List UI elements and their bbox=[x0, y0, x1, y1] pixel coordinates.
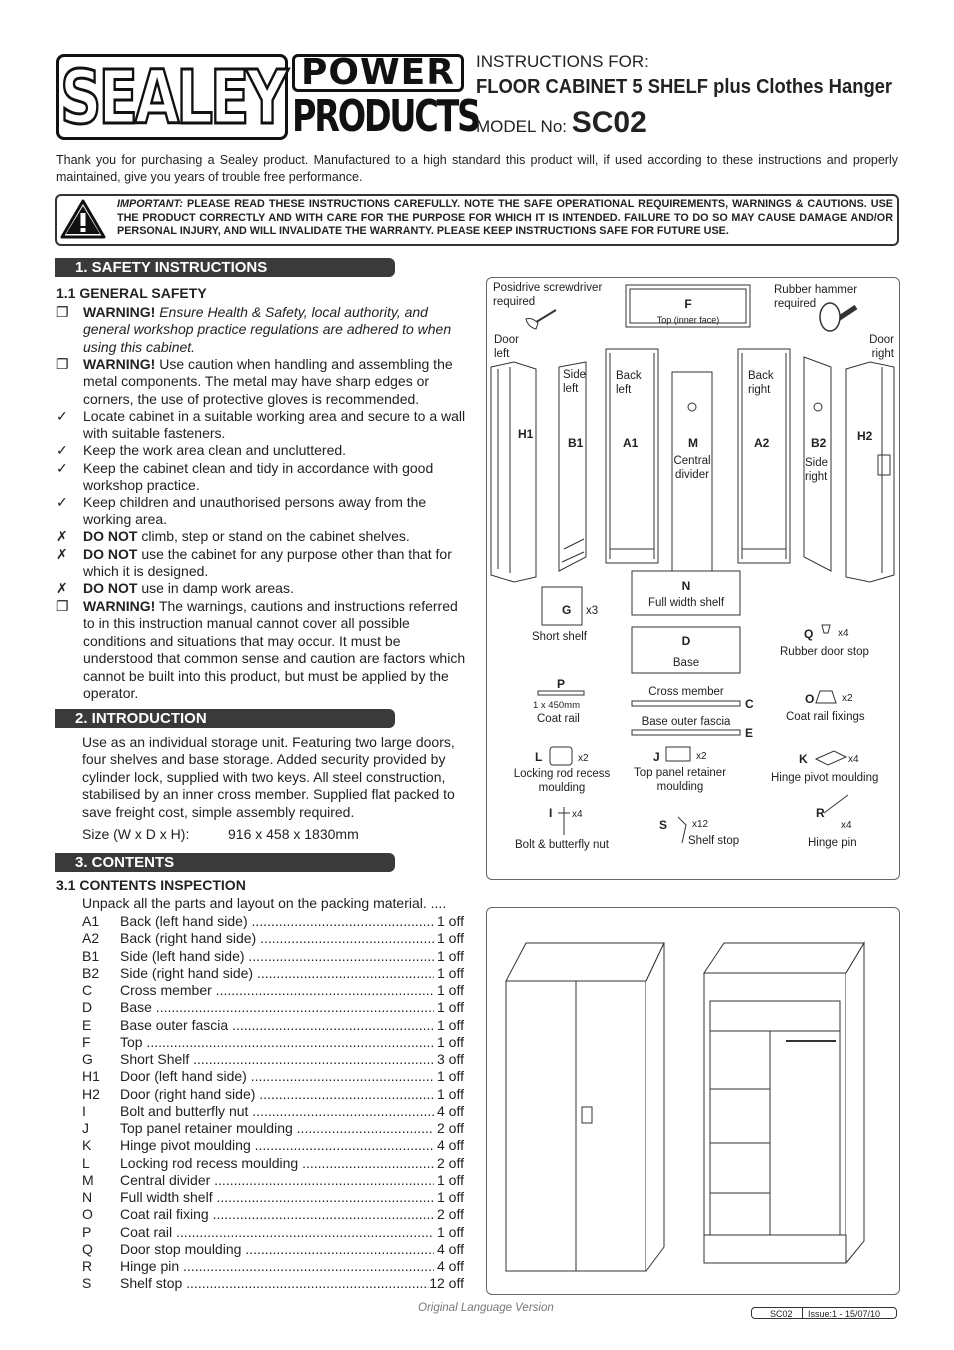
part-name: Full width shelf ..... bbox=[120, 1189, 434, 1206]
part-name: Hinge pivot moulding ..... bbox=[120, 1137, 434, 1154]
safety-item-text bbox=[83, 442, 466, 459]
part-name: Door (left hand side) ..... bbox=[120, 1068, 434, 1085]
part-code: H1 bbox=[82, 1068, 100, 1085]
bullet-mark: ✗ bbox=[56, 580, 68, 596]
section-2-bar: 2. INTRODUCTION bbox=[55, 709, 395, 728]
part-code: E bbox=[82, 1016, 92, 1033]
part-I-label: Bolt & butterfly nut bbox=[515, 839, 609, 851]
part-code: D bbox=[82, 999, 93, 1016]
part-E-code: E bbox=[745, 726, 754, 740]
part-code: A1 bbox=[82, 913, 100, 929]
part-code: J bbox=[82, 1120, 89, 1136]
part-Q-qty: x4 bbox=[838, 628, 849, 639]
part-C-label: Cross member bbox=[648, 686, 724, 698]
part-qty: 4 off bbox=[437, 1240, 464, 1257]
part-E-label: Base outer fascia bbox=[641, 716, 731, 728]
part-R-label: Hinge pin bbox=[808, 837, 857, 849]
contents-row bbox=[82, 999, 464, 1016]
part-P-code: P bbox=[557, 677, 566, 691]
model-line bbox=[476, 106, 647, 140]
part-S-qty: x12 bbox=[692, 819, 709, 830]
part-R-qty: x4 bbox=[841, 820, 852, 831]
section-1-1-heading: 1.1 GENERAL SAFETY bbox=[56, 285, 207, 301]
safety-item bbox=[56, 356, 466, 408]
contents-row bbox=[82, 948, 464, 965]
bullet-mark: ✓ bbox=[56, 442, 68, 458]
part-A1-code: A1 bbox=[623, 436, 639, 450]
part-P-size: 1 x 450mm bbox=[533, 700, 580, 711]
part-code: I bbox=[82, 1102, 86, 1119]
contents-row bbox=[82, 965, 464, 982]
part-F-label: Top (inner face) bbox=[656, 315, 720, 325]
bullet-mark: ✗ bbox=[56, 546, 68, 562]
contents-row bbox=[82, 982, 464, 999]
safety-item-body: Keep children and unauthorised persons away from the working area. bbox=[83, 494, 427, 528]
part-K-code: K bbox=[799, 752, 808, 766]
safety-item-bold: WARNING! bbox=[83, 356, 156, 372]
part-code: B2 bbox=[82, 964, 100, 981]
contents-row bbox=[82, 1034, 464, 1051]
safety-item-body: use in damp work areas. bbox=[137, 580, 294, 596]
part-name: Door stop moulding ..... bbox=[120, 1241, 434, 1258]
part-qty: 1 off bbox=[437, 999, 464, 1016]
product-title: FLOOR CABINET 5 SHELF plus Clothes Hanger bbox=[476, 76, 893, 98]
part-O-code: O bbox=[805, 692, 815, 706]
products-logo-text: PRODUCTS bbox=[292, 91, 479, 142]
part-code: R bbox=[82, 1258, 93, 1274]
part-name: Central divider ..... bbox=[120, 1172, 434, 1189]
important-body: PLEASE READ THESE INSTRUCTIONS CAREFULLY. NOTE THE SAFE OPERATIONAL REQUIREMENTS, WARNINGS & CAUTIONS. USE THE PRODUCT CORRECTLY AND WITH CARE FOR THE PURPOSE FOR WHICH IT IS INTENDED. FAILURE TO DO SO MAY CAUSE DAMAGE AND/OR PERSONAL INJURY, AND WILL INVALIDATE THE WARRANTY. PLEASE KEEP INSTRUCTIONS SAFE FOR FUTURE USE. bbox=[117, 198, 893, 237]
part-code: O bbox=[82, 1206, 93, 1223]
original-language-note: Original Language Version bbox=[418, 1302, 554, 1314]
part-name: Base outer fascia ..... bbox=[120, 1017, 434, 1034]
side-right-label: Side right bbox=[805, 457, 829, 483]
part-L-label: Locking rod recess moulding bbox=[513, 768, 611, 794]
contents-row bbox=[82, 1189, 464, 1206]
sealey-logo-text: SEALEY bbox=[60, 55, 285, 141]
safety-item-text bbox=[83, 356, 466, 408]
section-1-bar: 1. SAFETY INSTRUCTIONS bbox=[55, 258, 395, 277]
contents-row bbox=[82, 1137, 464, 1154]
part-O-label: Coat rail fixings bbox=[786, 711, 865, 723]
part-J-qty: x2 bbox=[696, 751, 707, 762]
part-F-code: F bbox=[684, 297, 692, 311]
safety-item-bold: DO NOT bbox=[83, 546, 138, 562]
part-H1-code: H1 bbox=[518, 427, 534, 441]
safety-item-body: Ensure Health & Safety, local authority, and general workshop practice regulations are adhered to when using this cabinet. bbox=[83, 304, 452, 355]
contents-row bbox=[82, 1241, 464, 1258]
contents-row bbox=[82, 1258, 464, 1275]
contents-row bbox=[82, 1224, 464, 1241]
part-name: Side (right hand side) ..... bbox=[120, 965, 434, 982]
part-qty: 4 off bbox=[437, 1258, 464, 1274]
safety-item-body: Keep the work area clean and uncluttered. bbox=[83, 442, 347, 458]
part-Q-code: Q bbox=[804, 627, 814, 641]
warning-triangle-icon bbox=[60, 198, 106, 240]
part-code: P bbox=[82, 1223, 92, 1240]
part-D-label: Base bbox=[672, 657, 700, 669]
part-code: S bbox=[82, 1275, 92, 1292]
part-K-qty: x4 bbox=[848, 754, 859, 765]
part-A2-code: A2 bbox=[754, 436, 770, 450]
safety-item-text bbox=[83, 460, 466, 495]
safety-item bbox=[56, 304, 466, 356]
part-Q-label: Rubber door stop bbox=[780, 646, 869, 658]
contents-row bbox=[82, 1017, 464, 1034]
bullet-mark: ✗ bbox=[56, 528, 68, 544]
back-right-label: Back right bbox=[748, 370, 774, 396]
safety-item-body: Keep the cabinet clean and tidy in accordance with good workshop practice. bbox=[83, 460, 434, 494]
part-name: Top ..... bbox=[120, 1034, 434, 1051]
bullet-mark: ✓ bbox=[56, 408, 68, 424]
part-qty: 2 off bbox=[437, 1154, 464, 1171]
part-O-qty: x2 bbox=[842, 693, 853, 704]
part-name: Shelf stop ..... bbox=[120, 1275, 434, 1292]
part-code: F bbox=[82, 1033, 91, 1050]
part-code: C bbox=[82, 982, 93, 998]
part-name: Locking rod recess moulding ..... bbox=[120, 1155, 434, 1172]
part-qty: 12 off bbox=[429, 1275, 464, 1292]
safety-item-bold: DO NOT bbox=[83, 528, 138, 544]
safety-item bbox=[56, 580, 466, 597]
part-qty: 1 off bbox=[437, 1016, 464, 1033]
part-H2-code: H2 bbox=[857, 429, 873, 443]
part-D-code: D bbox=[681, 634, 691, 648]
part-N-code: N bbox=[681, 579, 691, 593]
issue-box bbox=[751, 1307, 897, 1319]
part-N-label: Full width shelf bbox=[647, 597, 725, 609]
safety-item-bold: DO NOT bbox=[83, 580, 138, 596]
part-qty: 1 off bbox=[437, 1189, 464, 1205]
safety-item bbox=[56, 598, 466, 702]
part-qty: 1 off bbox=[437, 947, 464, 964]
part-S-label: Shelf stop bbox=[688, 835, 740, 847]
part-S-code: S bbox=[659, 818, 668, 832]
safety-item-body: Use caution when handling and assembling the metal components. The metal may have sharp edges or corners, the use of protective gloves is recommended. bbox=[83, 356, 453, 407]
introduction-text: Use as an individual storage unit. Featuring two large doors, four shelves and base storage. Added security provided by cylinder lock, supplied with two keys. All steel construction, stabilised by an inner cross member. Supplied flat packed to save freight cost, simple assembly required. bbox=[82, 734, 455, 820]
safety-item bbox=[56, 494, 466, 529]
part-code: B1 bbox=[82, 947, 100, 964]
part-name: Base ..... bbox=[120, 999, 434, 1016]
part-B2-code: B2 bbox=[811, 436, 827, 450]
part-qty: 2 off bbox=[437, 1120, 464, 1136]
bullet-mark: ❐ bbox=[56, 304, 69, 320]
safety-item bbox=[56, 442, 466, 459]
central-divider-label: Central divider bbox=[673, 455, 711, 481]
part-qty: 1 off bbox=[437, 913, 464, 929]
contents-row bbox=[82, 1155, 464, 1172]
part-name: Coat rail ..... bbox=[120, 1224, 434, 1241]
contents-row bbox=[82, 1086, 464, 1103]
part-K-label: Hinge pivot moulding bbox=[771, 772, 879, 784]
contents-row bbox=[82, 1120, 464, 1137]
part-G-code: G bbox=[562, 603, 572, 617]
part-qty: 1 off bbox=[437, 1171, 464, 1188]
contents-row bbox=[82, 1206, 464, 1223]
contents-row bbox=[82, 930, 464, 947]
part-qty: 1 off bbox=[437, 1085, 464, 1102]
part-G-qty: x3 bbox=[586, 605, 599, 617]
part-qty: 1 off bbox=[437, 930, 464, 947]
part-name: Back (left hand side) ..... bbox=[120, 913, 434, 930]
door-left-label: Door left bbox=[494, 334, 519, 360]
contents-row bbox=[82, 1172, 464, 1189]
part-qty: 1 off bbox=[437, 982, 464, 998]
part-J-code: J bbox=[653, 750, 660, 764]
safety-item-body: The warnings, cautions and instructions referred to in this instruction manual cannot cover all possible conditions and situations that may occur. It must be understood that common sense and caution are factors which cannot be built into this product, but must be applied by the operator. bbox=[83, 598, 466, 702]
part-code: A2 bbox=[82, 930, 100, 947]
safety-item-text bbox=[83, 528, 466, 545]
important-text bbox=[117, 198, 893, 239]
part-code: G bbox=[82, 1051, 93, 1067]
part-qty: 1 off bbox=[437, 1033, 464, 1050]
side-left-label: Side left bbox=[563, 369, 587, 395]
power-logo-text: POWER bbox=[292, 54, 464, 92]
bullet-mark: ❐ bbox=[56, 598, 69, 614]
bullet-mark: ❐ bbox=[56, 356, 69, 372]
safety-item-text bbox=[83, 304, 466, 356]
footer-model: SC02 bbox=[770, 1309, 793, 1319]
part-code: H2 bbox=[82, 1085, 100, 1102]
intro-text: Thank you for purchasing a Sealey product. Manufactured to a high standard this product will, if used according to these instructions and properly maintained, give you years of trouble free performance. bbox=[56, 153, 898, 184]
part-qty: 4 off bbox=[437, 1137, 464, 1154]
model-label: MODEL No: bbox=[476, 117, 568, 136]
part-code: L bbox=[82, 1154, 90, 1171]
part-qty: 2 off bbox=[437, 1206, 464, 1223]
safety-item-text bbox=[83, 598, 466, 702]
part-code: Q bbox=[82, 1240, 93, 1257]
part-name: Hinge pin ..... bbox=[120, 1258, 434, 1275]
safety-item bbox=[56, 460, 466, 495]
door-right-label: Door right bbox=[869, 334, 894, 360]
part-G-label: Short shelf bbox=[532, 631, 587, 643]
safety-item-text bbox=[83, 408, 466, 443]
part-code: M bbox=[82, 1171, 94, 1188]
contents-row bbox=[82, 913, 464, 930]
part-code: N bbox=[82, 1189, 93, 1205]
safety-item-bold: WARNING! bbox=[83, 598, 156, 614]
part-name: Top panel retainer moulding ..... bbox=[120, 1120, 434, 1137]
safety-item-text bbox=[83, 546, 466, 581]
part-name: Back (right hand side) ..... bbox=[120, 930, 434, 947]
size-label: Size (W x D x H): bbox=[82, 826, 190, 842]
part-L-qty: x2 bbox=[578, 753, 589, 764]
safety-item-body: use the cabinet for any purpose other than that for which it is designed. bbox=[83, 546, 452, 580]
part-name: Bolt and butterfly nut ..... bbox=[120, 1103, 434, 1120]
footer-issue: Issue:1 - 15/07/10 bbox=[808, 1309, 881, 1319]
contents-row bbox=[82, 1275, 464, 1292]
safety-item-text bbox=[83, 494, 466, 529]
section-3-1-heading: 3.1 CONTENTS INSPECTION bbox=[56, 877, 246, 893]
safety-item bbox=[56, 546, 466, 581]
assembled-cabinet-drawing bbox=[486, 907, 900, 1295]
safety-item bbox=[56, 528, 466, 545]
hammer-label: Rubber hammer required bbox=[774, 284, 858, 310]
part-B1-code: B1 bbox=[568, 436, 584, 450]
part-qty: 4 off bbox=[437, 1102, 464, 1119]
part-qty: 1 off bbox=[437, 1223, 464, 1240]
bullet-mark: ✓ bbox=[56, 494, 68, 510]
part-J-label: Top panel retainer moulding bbox=[633, 767, 727, 793]
back-left-label: Back left bbox=[616, 370, 642, 396]
part-R-code: R bbox=[816, 806, 825, 820]
safety-item-body: Locate cabinet in a suitable working area and secure to a wall with suitable fasteners. bbox=[83, 408, 466, 442]
part-name: Short Shelf ..... bbox=[120, 1051, 434, 1068]
part-qty: 1 off bbox=[437, 964, 464, 981]
part-name: Door (right hand side) ..... bbox=[120, 1086, 434, 1103]
part-P-label: Coat rail bbox=[537, 713, 580, 725]
part-I-code: I bbox=[549, 806, 553, 820]
part-name: Side (left hand side) ..... bbox=[120, 948, 434, 965]
contents-intro: Unpack all the parts and layout on the packing material. .... bbox=[82, 895, 447, 911]
size-value: 916 x 458 x 1830mm bbox=[228, 826, 359, 842]
important-lead: IMPORTANT: bbox=[117, 198, 183, 210]
contents-row bbox=[82, 1068, 464, 1085]
part-L-code: L bbox=[535, 750, 543, 764]
part-code: K bbox=[82, 1137, 92, 1154]
part-C-code: C bbox=[745, 697, 754, 711]
screwdriver-label: Posidrive screwdriver required bbox=[493, 282, 603, 308]
part-qty: 3 off bbox=[437, 1051, 464, 1067]
contents-row bbox=[82, 1103, 464, 1120]
part-I-qty: x4 bbox=[572, 809, 583, 820]
safety-item-bold: WARNING! bbox=[83, 304, 156, 320]
safety-item-body: climb, step or stand on the cabinet shelves. bbox=[137, 528, 410, 544]
header-line1: INSTRUCTIONS FOR: bbox=[476, 52, 649, 71]
part-M-code: M bbox=[688, 436, 698, 450]
part-name: Coat rail fixing ..... bbox=[120, 1206, 434, 1223]
safety-item bbox=[56, 408, 466, 443]
model-number: SC02 bbox=[571, 106, 647, 139]
section-3-bar: 3. CONTENTS bbox=[55, 853, 395, 872]
safety-item-text bbox=[83, 580, 466, 597]
contents-row bbox=[82, 1051, 464, 1068]
bullet-mark: ✓ bbox=[56, 460, 68, 476]
part-name: Cross member ..... bbox=[120, 982, 434, 999]
part-qty: 1 off bbox=[437, 1068, 464, 1085]
